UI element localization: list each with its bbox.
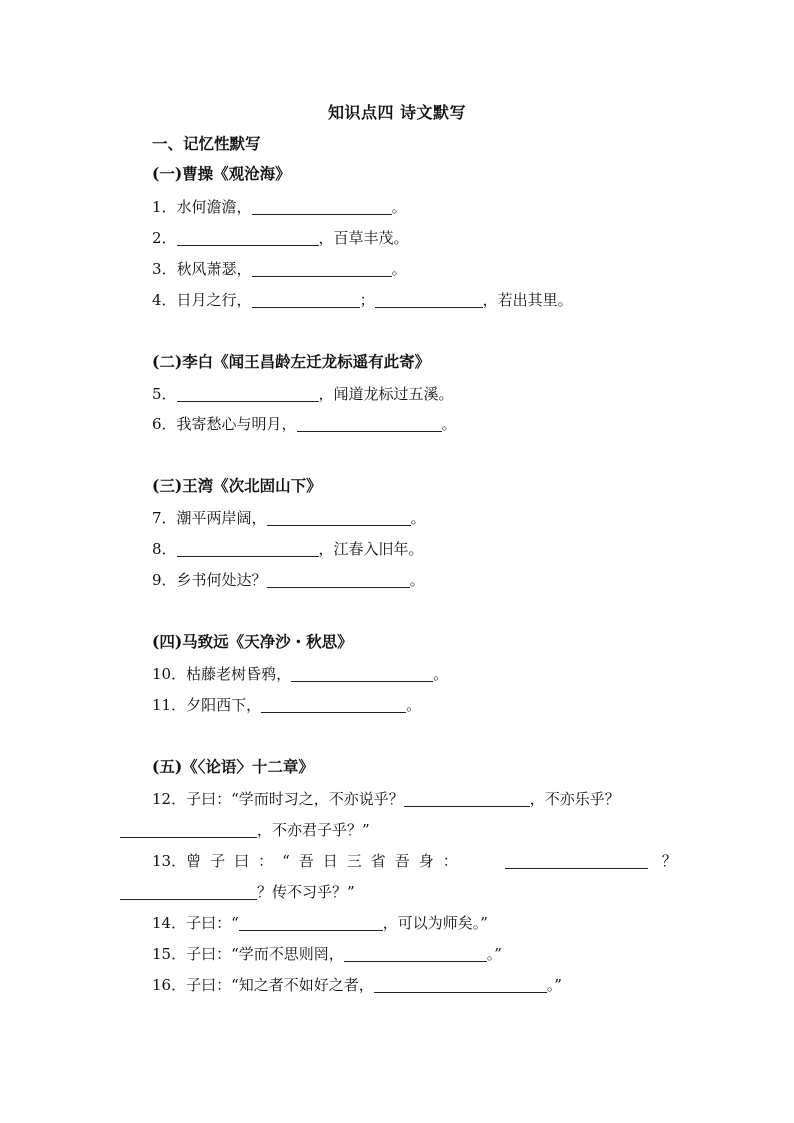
question-15	[152, 944, 502, 964]
question-text: 。	[409, 571, 425, 589]
question-number: 9．	[152, 571, 177, 589]
question-text: 。	[441, 415, 457, 433]
question-1	[152, 197, 407, 217]
question-text: ，若出其里。	[482, 291, 573, 309]
question-text: 子曰：“学而时习之，不亦说乎？	[186, 790, 404, 808]
question-text: 夕阳西下，	[186, 696, 262, 714]
group-heading-2: (二)李白《闻王昌龄左迁龙标遥有此寄》	[152, 352, 431, 371]
group-heading-5: (五)《〈论语〉十二章》	[152, 757, 314, 776]
question-13	[152, 851, 677, 871]
question-text: 曾子曰：“吾日三省吾身：	[186, 852, 467, 870]
question-14	[152, 913, 488, 933]
question-12	[152, 789, 620, 809]
question-8	[152, 539, 424, 559]
question-text: 。	[410, 509, 426, 527]
question-3	[152, 259, 407, 279]
question-text: 。	[391, 198, 407, 216]
group-heading-4: (四)马致远《天净沙・秋思》	[152, 632, 353, 651]
question-text: 子曰：“	[186, 914, 239, 932]
answer-blank[interactable]	[505, 854, 648, 869]
question-text: 。”	[486, 945, 502, 963]
answer-blank[interactable]	[261, 698, 406, 713]
question-text: 枯藤老树昏鸦，	[186, 665, 292, 683]
question-number: 4．	[152, 291, 177, 309]
question-4	[152, 290, 573, 310]
question-12-continued	[120, 820, 370, 840]
question-number: 5．	[152, 385, 177, 403]
question-text: 潮平两岸阔，	[176, 509, 267, 527]
question-text: ，不亦乐乎？	[529, 790, 620, 808]
question-text: ，江春入旧年。	[318, 540, 424, 558]
question-text: 我寄愁心与明月，	[176, 415, 297, 433]
question-text: 子曰：“学而不思则罔，	[186, 945, 344, 963]
question-16	[152, 975, 562, 995]
question-2	[152, 228, 409, 248]
question-number: 13．	[152, 852, 187, 870]
question-text: 水何澹澹，	[176, 198, 252, 216]
question-text: ，百草丰茂。	[318, 229, 409, 247]
question-number: 2．	[152, 229, 177, 247]
question-13-continued	[120, 882, 355, 902]
question-9	[152, 570, 425, 590]
question-number: 7．	[152, 509, 177, 527]
answer-blank[interactable]	[120, 885, 257, 900]
question-number: 15．	[152, 945, 187, 963]
question-text: 。”	[546, 976, 562, 994]
question-text: 乡书何处达？	[176, 571, 267, 589]
question-text: 。	[391, 260, 407, 278]
answer-blank[interactable]	[267, 511, 411, 526]
answer-blank[interactable]	[252, 293, 360, 308]
answer-blank[interactable]	[120, 823, 257, 838]
answer-blank[interactable]	[374, 978, 547, 993]
question-number: 6．	[152, 415, 177, 433]
answer-blank[interactable]	[404, 792, 530, 807]
answer-blank[interactable]	[375, 293, 483, 308]
group-heading-3: (三)王湾《次北固山下》	[152, 476, 322, 495]
answer-blank[interactable]	[177, 387, 319, 402]
answer-blank[interactable]	[267, 573, 410, 588]
question-number: 11．	[152, 696, 187, 714]
question-number: 14．	[152, 914, 187, 932]
section-heading: 一、记忆性默写	[152, 134, 261, 153]
question-text: ，闻道龙标过五溪。	[318, 385, 454, 403]
question-number: 1．	[152, 198, 177, 216]
answer-blank[interactable]	[344, 947, 487, 962]
question-text: ，可以为师矣。”	[382, 914, 488, 932]
answer-blank[interactable]	[177, 231, 319, 246]
answer-blank[interactable]	[252, 262, 392, 277]
answer-blank[interactable]	[252, 200, 392, 215]
question-number: 8．	[152, 540, 177, 558]
answer-blank[interactable]	[239, 916, 383, 931]
question-6	[152, 414, 457, 434]
question-text: ；	[359, 291, 375, 309]
question-11	[152, 695, 421, 715]
question-5	[152, 384, 454, 404]
question-10	[152, 664, 448, 684]
question-number: 10．	[152, 665, 187, 683]
question-text: 。	[406, 696, 422, 714]
question-text: 秋风萧瑟，	[176, 260, 252, 278]
question-text: 日月之行，	[176, 291, 252, 309]
answer-blank[interactable]	[291, 667, 433, 682]
group-heading-1: (一)曹操《观沧海》	[152, 164, 291, 183]
answer-blank[interactable]	[297, 417, 442, 432]
page-title: 知识点四 诗文默写	[327, 103, 467, 122]
answer-blank[interactable]	[177, 542, 319, 557]
question-7	[152, 508, 426, 528]
question-text: 。	[433, 665, 449, 683]
question-text: 子曰：“知之者不如好之者，	[186, 976, 374, 994]
question-number: 12．	[152, 790, 187, 808]
question-text: ？	[661, 852, 677, 870]
question-text: ，不亦君子乎？”	[257, 821, 370, 839]
question-number: 16．	[152, 976, 187, 994]
question-number: 3．	[152, 260, 177, 278]
question-text: ？传不习乎？”	[257, 883, 355, 901]
